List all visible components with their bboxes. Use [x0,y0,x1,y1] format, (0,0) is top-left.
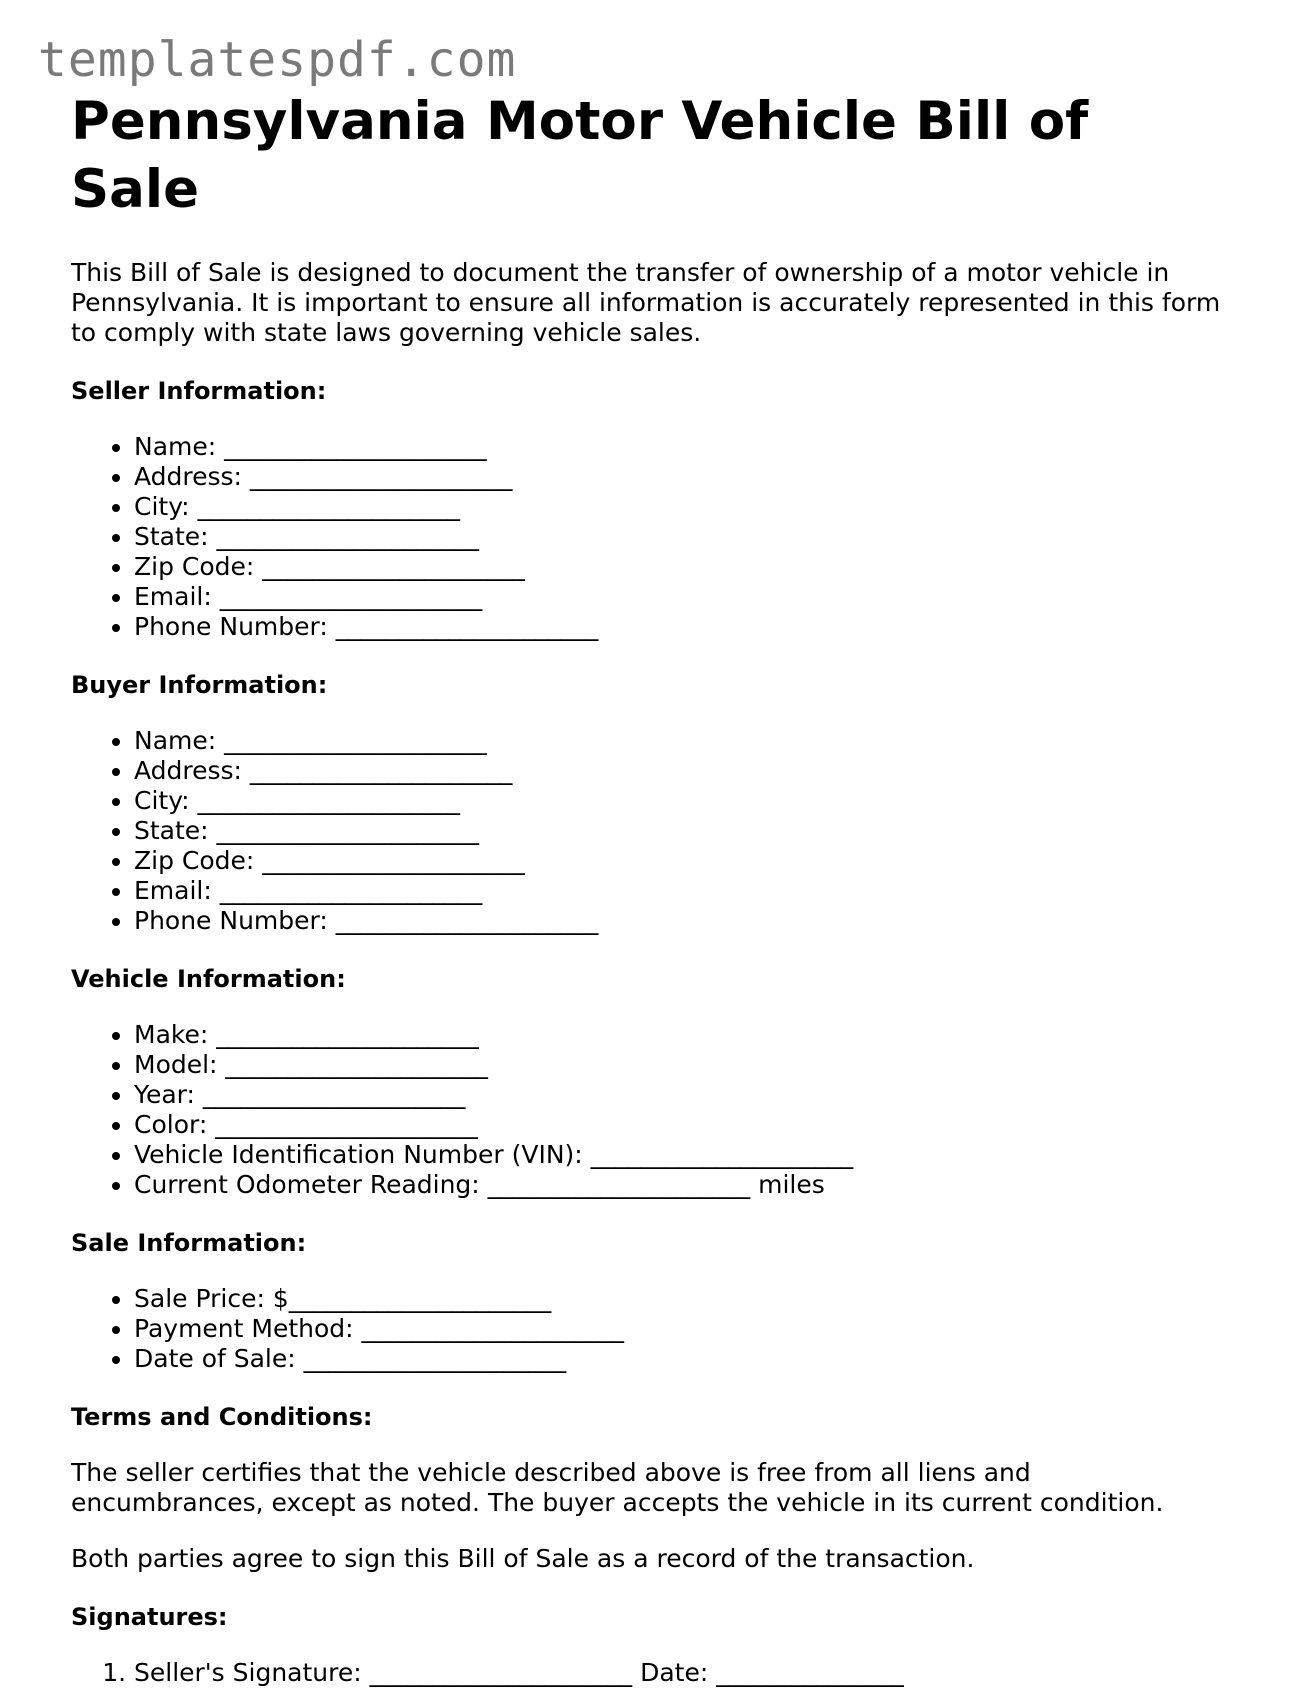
watermark: templatespdf.com [38,32,517,88]
vehicle-heading: Vehicle Information: [71,965,346,993]
vehicle-odometer-field[interactable]: • Current Odometer Reading: _____________________ miles [134,1170,1231,1200]
seller-name-field[interactable]: • Name: _____________________ [134,432,1231,462]
payment-method-field[interactable]: • Payment Method: _____________________ [134,1314,1231,1344]
buyer-list [71,726,1231,936]
intro-paragraph: This Bill of Sale is designed to document the transfer of ownership of a motor vehicle in Pennsylvania. It is important to ensure all information is accurately represented in this form to comply with state laws governing vehicle sales. [71,258,1221,347]
seller-city-field[interactable]: • City: _____________________ [134,492,1231,522]
terms-heading: Terms and Conditions: [71,1403,373,1431]
seller-address-field[interactable]: • Address: _____________________ [134,462,1231,492]
seller-state-field[interactable]: • State: _____________________ [134,522,1231,552]
vehicle-list [71,1020,1231,1200]
seller-heading: Seller Information: [71,377,327,405]
seller-signature-field[interactable]: 1. Seller's Signature: _____________________ Date: _______________ [134,1658,1231,1688]
seller-zip-field[interactable]: • Zip Code: _____________________ [134,552,1231,582]
vehicle-year-field[interactable]: • Year: _____________________ [134,1080,1231,1110]
seller-list [71,432,1231,642]
buyer-city-field[interactable]: • City: _____________________ [134,786,1231,816]
sale-heading: Sale Information: [71,1229,307,1257]
sale-list [71,1284,1231,1374]
agreement-paragraph: Both parties agree to sign this Bill of Sale as a record of the transaction. [71,1544,975,1573]
seller-email-field[interactable]: • Email: _____________________ [134,582,1231,612]
buyer-zip-field[interactable]: • Zip Code: _____________________ [134,846,1231,876]
vehicle-color-field[interactable]: • Color: _____________________ [134,1110,1231,1140]
buyer-email-field[interactable]: • Email: _____________________ [134,876,1231,906]
vehicle-model-field[interactable]: • Model: _____________________ [134,1050,1231,1080]
signatures-list [71,1658,1231,1688]
document-page [71,88,1231,1688]
terms-paragraph: The seller certifies that the vehicle described above is free from all liens and encumbrances, except as noted. The buyer accepts the vehicle in its current condition. [71,1458,1164,1517]
seller-phone-field[interactable]: • Phone Number: _____________________ [134,612,1231,642]
signatures-heading: Signatures: [71,1603,228,1631]
vehicle-make-field[interactable]: • Make: _____________________ [134,1020,1231,1050]
buyer-phone-field[interactable]: • Phone Number: _____________________ [134,906,1231,936]
page-title: Pennsylvania Motor Vehicle Bill of Sale [71,91,1089,220]
date-of-sale-field[interactable]: • Date of Sale: _____________________ [134,1344,1231,1374]
sale-price-field[interactable]: • Sale Price: $_____________________ [134,1284,1231,1314]
vehicle-vin-field[interactable]: • Vehicle Identification Number (VIN): _____________________ [134,1140,1231,1170]
buyer-heading: Buyer Information: [71,671,328,699]
buyer-state-field[interactable]: • State: _____________________ [134,816,1231,846]
buyer-name-field[interactable]: • Name: _____________________ [134,726,1231,756]
buyer-address-field[interactable]: • Address: _____________________ [134,756,1231,786]
